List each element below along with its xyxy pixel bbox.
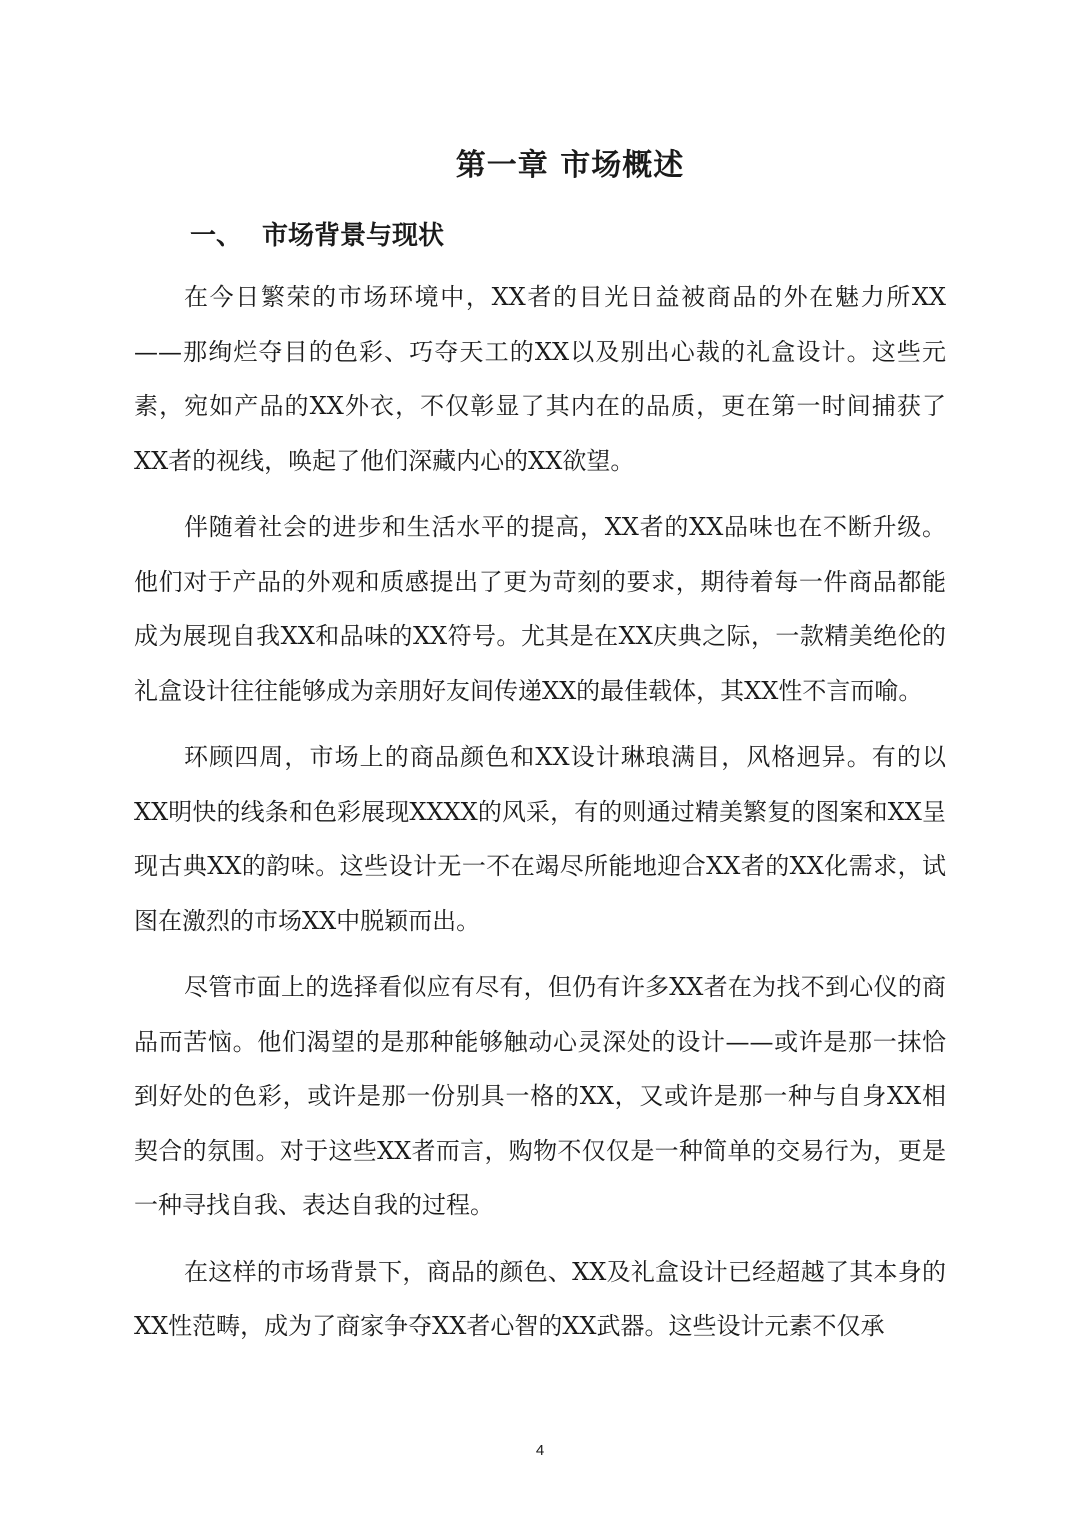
section-heading [190, 215, 444, 252]
paragraph: 伴随着社会的进步和生活水平的提高，XX者的XX品味也在不断升级。他们对于产品的外观和质感提出了更为苛刻的要求，期待着每一件商品都能成为展现自我XX和品味的XX符号。尤其是在XX庆典之际，一款精美绝伦的礼盒设计往往能够成为亲朋好友间传递XX的最佳载体，其XX性不言而喻。 [134, 513, 946, 705]
section-number: 一、 [190, 221, 243, 251]
page-number: 4 [535, 1442, 545, 1459]
paragraph: 环顾四周，市场上的商品颜色和XX设计琳琅满目，风格迥异。有的以XX明快的线条和色彩展现XXXX的风采，有的则通过精美繁复的图案和XX呈现古典XX的韵味。这些设计无一不在竭尽所能地迎合XX者的XX化需求，试图在激烈的市场XX中脱颖而出。 [134, 743, 946, 935]
paragraph: 在这样的市场背景下，商品的颜色、XX及礼盒设计已经超越了其本身的XX性范畴，成为了商家争夺XX者心智的XX武器。这些设计元素不仅承 [134, 1257, 946, 1340]
chapter-title: 第一章 市场概述 [455, 148, 685, 183]
paragraph: 在今日繁荣的市场环境中，XX者的目光日益被商品的外在魅力所XX——那绚烂夺目的色彩、巧夺天工的XX以及别出心裁的礼盒设计。这些元素，宛如产品的XX外衣，不仅彰显了其内在的品质，更在第一时间捕获了XX者的视线，唤起了他们深藏内心的XX欲望。 [134, 283, 946, 475]
paragraph: 尽管市面上的选择看似应有尽有，但仍有许多XX者在为找不到心仪的商品而苦恼。他们渴望的是那种能够触动心灵深处的设计——或许是那一抹恰到好处的色彩，或许是那一份别具一格的XX，又或许是那一种与自身XX相契合的氛围。对于这些XX者而言，购物不仅仅是一种简单的交易行为，更是一种寻找自我、表达自我的过程。 [134, 973, 946, 1219]
section-title: 市场背景与现状 [262, 221, 445, 251]
body-text [134, 270, 946, 1366]
